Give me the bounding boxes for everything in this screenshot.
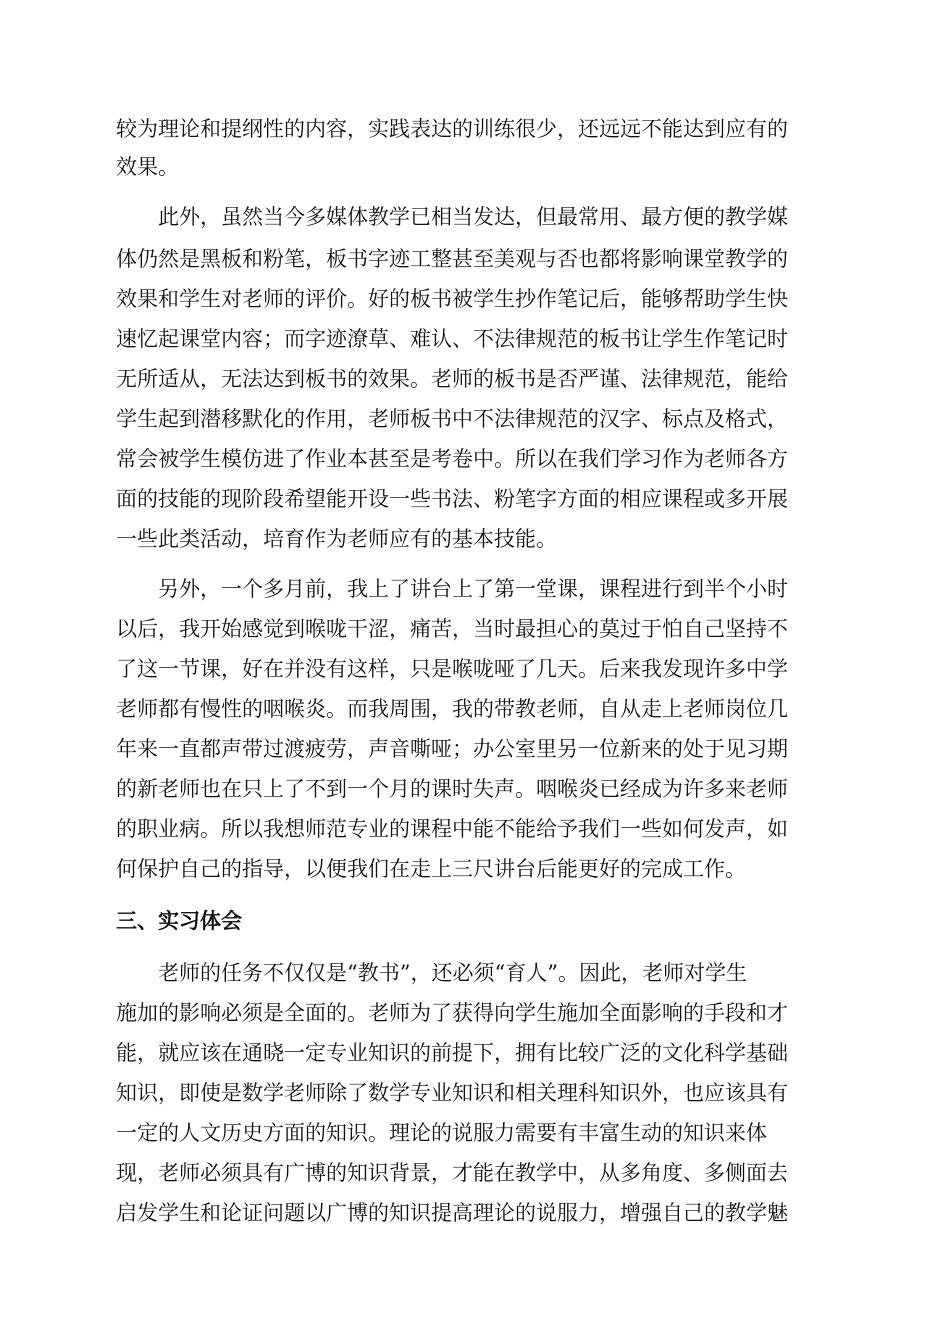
text-line: 了这一节课，好在并没有这样，只是喉咙哑了几天。后来我发现许多中学 — [116, 657, 788, 681]
text-line: 一定的人文历史方面的知识。理论的说服力需要有丰富生动的知识来体 — [116, 1121, 767, 1145]
text-line: 速忆起课堂内容；而字迹潦草、难认、不法律规范的板书让学生作笔记时 — [116, 327, 788, 351]
text-line: 能，就应该在通晓一定专业知识的前提下，拥有比较广泛的文化科学基础 — [116, 1041, 788, 1065]
text-line: 学生起到潜移默化的作用，老师板书中不法律规范的汉字、标点及格式， — [116, 407, 788, 431]
text-line: 无所适从，无法达到板书的效果。老师的板书是否严谨、法律规范，能给 — [116, 367, 788, 391]
text-line: 何保护自己的指导，以便我们在走上三尺讲台后能更好的完成工作。 — [116, 857, 746, 881]
text-line: 现，老师必须具有广博的知识背景，才能在教学中，从多角度、多侧面去 — [116, 1161, 788, 1185]
text-line: 较为理论和提纲性的内容，实践表达的训练很少，还远远不能达到应有的 — [116, 117, 788, 141]
text-line: 老师的任务不仅仅是“教书”，还必须“育人”。因此，老师对学生 — [158, 961, 747, 985]
text-line: 另外，一个多月前，我上了讲台上了第一堂课，课程进行到半个小时 — [158, 577, 788, 601]
text-line: 常会被学生模仿进了作业本甚至是考卷中。所以在我们学习作为老师各方 — [116, 447, 788, 471]
text-line: 施加的影响必须是全面的。老师为了获得向学生施加全面影响的手段和才 — [116, 1001, 788, 1025]
section-heading: 三、实习体会 — [116, 909, 242, 933]
text-line: 老师都有慢性的咽喉炎。而我周围，我的带教老师，自从走上老师岗位几 — [116, 697, 788, 721]
text-line: 一些此类活动，培育作为老师应有的基本技能。 — [116, 527, 557, 551]
text-line: 知识，即使是数学老师除了数学专业知识和相关理科知识外，也应该具有 — [116, 1081, 788, 1105]
text-line: 面的技能的现阶段希望能开设一些书法、粉笔字方面的相应课程或多开展 — [116, 487, 788, 511]
text-line: 此外，虽然当今多媒体教学已相当发达，但最常用、最方便的教学媒 — [158, 205, 788, 229]
text-line: 的新老师也在只上了不到一个月的课时失声。咽喉炎已经成为许多来老师 — [116, 777, 788, 801]
text-line: 启发学生和论证问题以广博的知识提高理论的说服力，增强自己的教学魅 — [116, 1201, 788, 1225]
text-line: 效果。 — [116, 155, 179, 179]
text-line: 效果和学生对老师的评价。好的板书被学生抄作笔记后，能够帮助学生快 — [116, 287, 788, 311]
text-line: 以后，我开始感觉到喉咙干涩，痛苦，当时最担心的莫过于怕自己坚持不 — [116, 617, 788, 641]
text-line: 年来一直都声带过渡疲劳，声音嘶哑；办公室里另一位新来的处于见习期 — [116, 737, 788, 761]
text-line: 的职业病。所以我想师范专业的课程中能不能给予我们一些如何发声，如 — [116, 817, 788, 841]
text-line: 体仍然是黑板和粉笔，板书字迹工整甚至美观与否也都将影响课堂教学的 — [116, 247, 788, 271]
